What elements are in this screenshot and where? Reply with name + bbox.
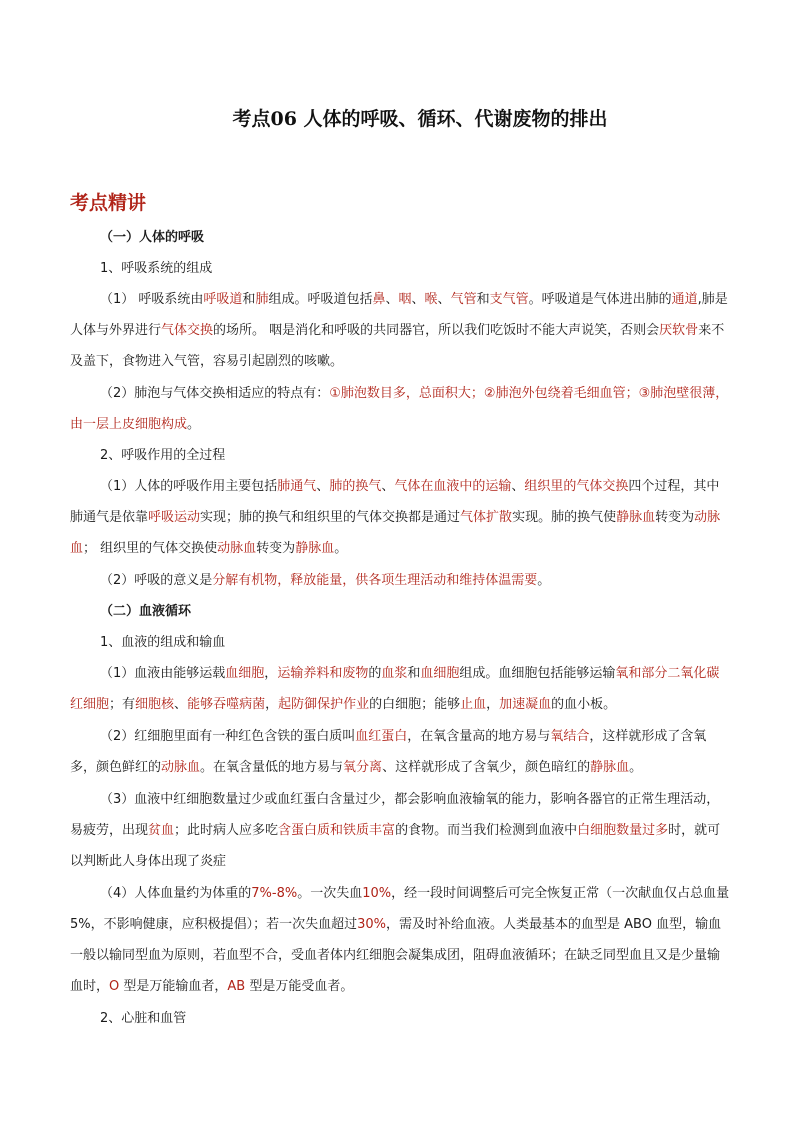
text-run: 。 bbox=[629, 760, 643, 775]
text-run: ，在氧含量高的地方易与 bbox=[407, 729, 551, 744]
highlighted-text: 运输养料和废物 bbox=[277, 666, 369, 681]
text-run: 、 bbox=[381, 479, 395, 494]
text-run: 组成。呼吸道包括 bbox=[268, 292, 373, 307]
highlighted-text: 血红蛋白 bbox=[355, 729, 408, 744]
highlighted-text: 咽 bbox=[398, 292, 412, 307]
highlighted-text: 动脉血 bbox=[217, 541, 257, 556]
highlighted-text: 氧结合 bbox=[550, 729, 590, 744]
text-run: 、 bbox=[316, 479, 330, 494]
text-run: 、这样就形成了含氧少，颜色暗红的 bbox=[382, 760, 591, 775]
paragraph-respiratory-composition bbox=[70, 284, 730, 377]
text-run: 和 bbox=[476, 292, 490, 307]
highlighted-text: 喉 bbox=[424, 292, 438, 307]
highlighted-text: 肺 bbox=[255, 292, 269, 307]
highlighted-text: 止血 bbox=[460, 697, 487, 712]
highlighted-text: 厌软骨 bbox=[659, 323, 699, 338]
text-run: 和 bbox=[242, 292, 256, 307]
text-run: ， bbox=[486, 697, 500, 712]
highlighted-text: 起防御保护作业 bbox=[278, 697, 370, 712]
highlighted-text: 呼吸运动 bbox=[148, 510, 201, 525]
highlighted-text: 动脉血 bbox=[70, 510, 721, 556]
text-run: （1）血液由能够运载 bbox=[100, 666, 226, 681]
text-run: 。 bbox=[537, 573, 551, 588]
highlighted-text: 动脉血 bbox=[161, 760, 201, 775]
text-run: ， bbox=[264, 666, 278, 681]
text-run: 时，就可以判断此人身体出现了炎症 bbox=[70, 823, 721, 869]
highlighted-text: O bbox=[109, 979, 120, 994]
highlighted-text: 组织里的气体交换 bbox=[524, 479, 629, 494]
highlighted-text: 贫血 bbox=[148, 823, 175, 838]
text-run: 。一次失血 bbox=[297, 886, 363, 901]
highlighted-text: 通道 bbox=[671, 292, 698, 307]
highlighted-text: 静脉血 bbox=[616, 510, 656, 525]
subheading-circulation: （二）血液循环 bbox=[100, 604, 192, 619]
highlighted-text: 气体在血液中的运输 bbox=[394, 479, 512, 494]
highlighted-text: 30% bbox=[357, 917, 387, 932]
text-run: 、 bbox=[385, 292, 399, 307]
highlighted-text: 呼吸道 bbox=[203, 292, 243, 307]
text-run: （3）血液中红细胞数量过少或血红蛋白含量过少，都会影响血液输氧的能力，影响各器官的正常生理活动，易疲劳，出现 bbox=[70, 792, 720, 838]
subheading-breathing: （一）人体的呼吸 bbox=[100, 230, 205, 245]
text-run: 的食物。而当我们检测到血液中 bbox=[395, 823, 578, 838]
text-run: 。 bbox=[334, 541, 348, 556]
highlighted-text: 支气管 bbox=[489, 292, 529, 307]
text-run: ，这样就形成了含氧多，颜色鲜红的 bbox=[70, 729, 707, 775]
highlighted-text: 细胞核 bbox=[135, 697, 175, 712]
section-heading: 考点精讲 bbox=[70, 192, 147, 214]
text-run: 四个过程，其中肺通气是依靠 bbox=[70, 479, 720, 525]
text-run: ；有 bbox=[109, 697, 136, 712]
highlighted-text: ①肺泡数目多，总面积大；②肺泡外包绕着毛细血管；③肺泡壁很薄，由一层上皮细胞构成 bbox=[70, 386, 729, 432]
page-title: 考点06 人体的呼吸、循环、代谢废物的排出 bbox=[232, 108, 608, 130]
text-run: 的 bbox=[368, 666, 382, 681]
highlighted-text: 7%-8% bbox=[251, 886, 298, 901]
text-run: （2）肺泡与气体交换相适应的特点有： bbox=[100, 386, 330, 401]
text-run: 转变为 bbox=[256, 541, 296, 556]
text-run: 转变为 bbox=[655, 510, 695, 525]
text-run: 和 bbox=[407, 666, 421, 681]
highlighted-text: 气体扩散 bbox=[460, 510, 513, 525]
subheading-heart-vessels: 2、心脏和血管 bbox=[100, 1011, 187, 1026]
text-run: 型是万能输血者， bbox=[119, 979, 228, 994]
text-run: ，需及时补给血液。人类最基本的血型是 ABO 血型，输血一般以输同型血为原则，若血型不合，受血者体内红细胞会凝集成团，阻碍血液循环；在缺乏同型血且又是少量输血时， bbox=[70, 917, 722, 994]
paragraph-respiration-process bbox=[70, 471, 730, 564]
text-run: 、 bbox=[174, 697, 188, 712]
paragraph-blood-composition bbox=[70, 658, 730, 720]
text-run: ；此时病人应多吃 bbox=[174, 823, 279, 838]
text-run: （2）呼吸的意义是 bbox=[100, 573, 213, 588]
text-run: 的血小板。 bbox=[551, 697, 617, 712]
text-run: 。 bbox=[187, 417, 201, 432]
highlighted-text: 血浆 bbox=[381, 666, 408, 681]
highlighted-text: 血细胞 bbox=[420, 666, 460, 681]
text-run: （2）红细胞里面有一种红色含铁的蛋白质叫 bbox=[100, 729, 356, 744]
paragraph-hemoglobin bbox=[70, 721, 730, 783]
text-run: 的白细胞；能够 bbox=[369, 697, 461, 712]
paragraph-blood-volume bbox=[70, 878, 730, 1002]
text-run: 。呼吸道是气体进出肺的 bbox=[528, 292, 672, 307]
text-run: （1）人体的呼吸作用主要包括 bbox=[100, 479, 278, 494]
text-run: （1） 呼吸系统由 bbox=[100, 292, 204, 307]
text-run: 。在氧含量低的地方易与 bbox=[200, 760, 344, 775]
text-run: 型是万能受血者。 bbox=[245, 979, 354, 994]
highlighted-text: 10% bbox=[362, 886, 392, 901]
highlighted-text: 气体交换 bbox=[161, 323, 214, 338]
highlighted-text: 肺通气 bbox=[277, 479, 317, 494]
text-run: 实现。肺的换气使 bbox=[512, 510, 617, 525]
text-run: 组成。血细胞包括能够运输 bbox=[459, 666, 616, 681]
highlighted-text: 气管 bbox=[450, 292, 477, 307]
text-run: 来不及盖下，食物进入气管，容易引起剧烈的咳嗽。 bbox=[70, 323, 725, 369]
text-run: ,肺是人体与外界进行 bbox=[70, 292, 728, 338]
highlighted-text: 氧和部分二氧化碳红细胞 bbox=[70, 666, 720, 712]
highlighted-text: AB bbox=[227, 979, 246, 994]
paragraph-anemia bbox=[70, 784, 730, 877]
highlighted-text: 血细胞 bbox=[225, 666, 265, 681]
highlighted-text: 含蛋白质和铁质丰富 bbox=[278, 823, 396, 838]
text-run: 、 bbox=[511, 479, 525, 494]
highlighted-text: 分解有机物，释放能量，供各项生理活动和维持体温需要 bbox=[212, 573, 538, 588]
text-run: ， bbox=[265, 697, 279, 712]
subheading-respiratory-system: 1、呼吸系统的组成 bbox=[100, 261, 213, 276]
text-run: 、 bbox=[411, 292, 425, 307]
paragraph-alveoli bbox=[70, 378, 730, 440]
text-run: 的场所。 咽是消化和呼吸的共同器官，所以我们吃饭时不能大声说笑，否则会 bbox=[213, 323, 660, 338]
text-run: （4）人体血量约为体重的 bbox=[100, 886, 252, 901]
highlighted-text: 白细胞数量过多 bbox=[577, 823, 669, 838]
highlighted-text: 静脉血 bbox=[590, 760, 630, 775]
text-run: 实现；肺的换气和组织里的气体交换都是通过 bbox=[200, 510, 461, 525]
highlighted-text: 肺的换气 bbox=[329, 479, 382, 494]
text-run: ，经一段时间调整后可完全恢复正常（一次献血仅占总血量 5%，不影响健康，应积极提倡）；若一次失血超过 bbox=[70, 886, 730, 932]
text-run: ； 组织里的气体交换使 bbox=[83, 541, 218, 556]
highlighted-text: 能够吞噬病菌 bbox=[187, 697, 266, 712]
paragraph-respiration-meaning bbox=[70, 565, 730, 596]
highlighted-text: 氧分离 bbox=[343, 760, 383, 775]
subheading-respiration-process: 2、呼吸作用的全过程 bbox=[100, 448, 226, 463]
text-run: 、 bbox=[437, 292, 451, 307]
subheading-blood-composition: 1、血液的组成和输血 bbox=[100, 635, 226, 650]
highlighted-text: 鼻 bbox=[372, 292, 386, 307]
highlighted-text: 静脉血 bbox=[295, 541, 335, 556]
highlighted-text: 加速凝血 bbox=[499, 697, 552, 712]
